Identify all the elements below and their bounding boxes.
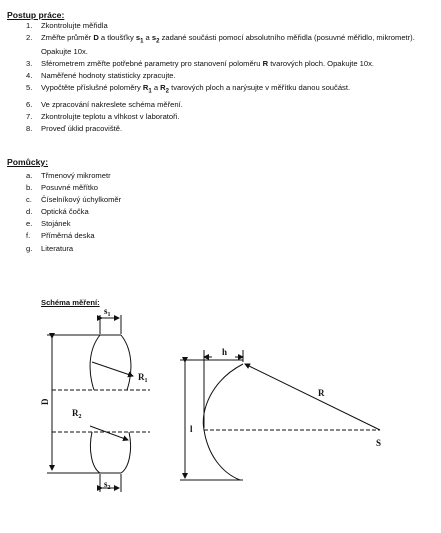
procedure-step <box>7 59 435 69</box>
step-number: 6. <box>26 99 33 109</box>
procedure-step <box>7 100 435 110</box>
tool-letter: a. <box>26 171 33 180</box>
step-text: Sférometrem změřte potřebné parametry pro stanovení poloměru R tvarových ploch. Opakujte 10x. <box>41 59 375 69</box>
tool-letter: f. <box>26 231 31 241</box>
tool-name: Posuvné měřítko <box>41 183 98 193</box>
tool-name: Optická čočka <box>41 207 89 217</box>
procedure-step <box>7 71 435 81</box>
label-s: S <box>376 438 382 448</box>
label-h: h <box>222 347 228 357</box>
tool-letter: b. <box>26 183 33 193</box>
tool-letter: d. <box>26 207 33 217</box>
step-number: 5. <box>26 83 33 93</box>
step-number: 2. <box>26 32 33 42</box>
procedure-steps-list <box>7 21 435 136</box>
tool-name: Literatura <box>41 243 74 253</box>
step-text: Proveď úklid pracoviště. <box>41 123 123 133</box>
tool-name: Příměrná deska <box>41 231 95 241</box>
tool-item <box>7 219 307 229</box>
procedure-step <box>7 112 435 122</box>
tool-name: Číselníkový úchylkoměr <box>41 195 122 205</box>
tool-item <box>7 231 307 241</box>
step-text: Změřte průměr D a tloušťky $s_1$ a $s_2$ zadané součásti pomocí absolutního měřidla (posuvné měřidlo, mikrometr). Opakujte 10x. <box>41 32 415 57</box>
tool-item <box>7 207 307 217</box>
tool-item <box>7 171 307 181</box>
step-number: 1. <box>26 21 33 30</box>
tool-name: Stojánek <box>41 219 71 229</box>
tools-list <box>7 171 307 256</box>
step-text: Zkontrolujte teplotu a vlhkost v laboratoři. <box>41 111 180 121</box>
step-text: Naměřené hodnoty statisticky zpracujte. <box>41 71 176 81</box>
procedure-step <box>7 83 435 97</box>
procedure-step <box>7 21 435 31</box>
label-r1: $R_1$ <box>138 372 148 384</box>
lens-part-drawing <box>47 315 150 492</box>
tool-letter: g. <box>26 243 33 253</box>
tool-letter: c. <box>26 195 32 205</box>
label-s2: $s_2$ <box>104 479 111 491</box>
label-s1: $s_1$ <box>104 306 111 318</box>
tools-heading: Pomůcky: <box>7 157 49 167</box>
procedure-heading: Postup práce: <box>7 10 65 20</box>
procedure-step <box>7 124 435 134</box>
tool-item <box>7 244 307 254</box>
tool-name: Třmenový mikrometr <box>41 171 111 180</box>
tool-letter: e. <box>26 219 33 229</box>
spherometer-drawing <box>180 350 380 480</box>
step-text: Ve zpracování nakreslete schéma měření. <box>41 99 183 109</box>
step-number: 8. <box>26 123 33 133</box>
step-text: Vypočtěte příslušné poloměry $R_1$ a $R_2$ tvarových ploch a narýsujte v měřítku danou součást. <box>41 83 351 95</box>
measurement-diagram <box>0 300 441 500</box>
label-r: R <box>318 388 325 398</box>
label-l: l <box>190 424 193 434</box>
label-d: D <box>40 398 50 405</box>
tool-item <box>7 183 307 193</box>
label-r2: $R_2$ <box>72 408 82 420</box>
step-number: 4. <box>26 71 33 81</box>
schema-title: Schéma měření: <box>41 298 100 307</box>
step-number: 3. <box>26 59 33 69</box>
step-text: Zkontrolujte měřidla <box>41 21 108 30</box>
tool-item <box>7 195 307 205</box>
procedure-step <box>7 33 435 57</box>
step-number: 7. <box>26 111 33 121</box>
